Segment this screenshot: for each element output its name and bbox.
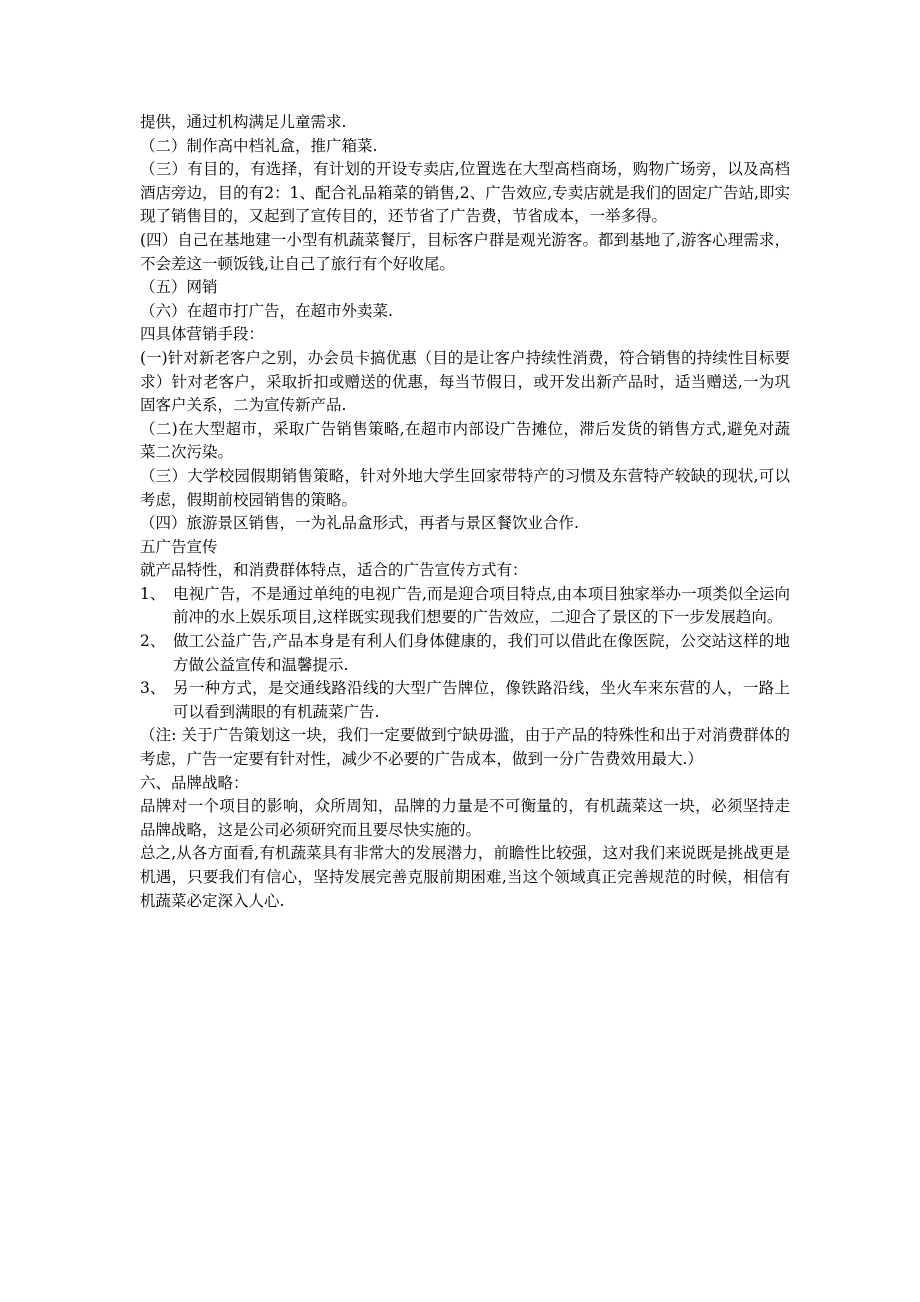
list-item bbox=[140, 677, 790, 724]
list-item bbox=[140, 630, 790, 677]
paragraph: （六）在超市打广告，在超市外卖菜. bbox=[140, 301, 393, 320]
paragraph: （二）制作高中档礼盒，推广箱菜. bbox=[140, 136, 378, 155]
list-number: 3、 bbox=[140, 679, 166, 698]
paragraph: （五）网销 bbox=[140, 278, 218, 297]
paragraph: 品牌对一个项目的影响，众所周知，品牌的力量是不可衡量的，有机蔬菜这一块，必须坚持走品牌战略，这是公司必须研究而且要尽快实施的。 bbox=[140, 797, 790, 839]
section-heading: 四具体营销手段： bbox=[140, 325, 265, 344]
paragraph: （二)在大型超市，采取广告销售策略,在超市内部设广告摊位，滞后发货的销售方式,避免对蔬菜二次污染。 bbox=[140, 419, 790, 462]
paragraph: 就产品特性，和消费群体特点，适合的广告宣传方式有： bbox=[140, 561, 528, 580]
list-number: 1、 bbox=[140, 584, 166, 603]
paragraph: 总之,从各方面看,有机蔬菜具有非常大的发展潜力，前瞻性比较强，这对我们来说既是挑战更是机遇，只要我们有信心，坚持发展完善克服前期困难,当这个领域真正完善规范的时候，相信有机蔬菜必定深入人心. bbox=[140, 844, 790, 910]
note-paragraph: （注: 关于广告策划这一块，我们一定要做到宁缺毋滥，由于产品的特殊性和出于对消费群体的考虑，广告一定要有针对性，减少不必要的广告成本，做到一分广告费效用最大.） bbox=[140, 726, 790, 769]
list-text: 另一种方式，是交通线路沿线的大型广告牌位，像铁路沿线，坐火车来东营的人，一路上可以看到满眼的有机蔬菜广告. bbox=[173, 679, 790, 721]
list-item bbox=[140, 583, 790, 630]
section-heading: 六、品牌战略： bbox=[140, 773, 249, 792]
paragraph: （四）旅游景区销售，一为礼品盒形式，再者与景区餐饮业合作. bbox=[140, 514, 579, 533]
list-number: 2、 bbox=[140, 632, 166, 651]
list-text: 电视广告，不是通过单纯的电视广告,而是迎合项目特点,由本项目独家举办一项类似全运向前冲的水上娱乐项目,这样既实现我们想要的广告效应，二迎合了景区的下一步发展趋向。 bbox=[173, 584, 790, 627]
document-body bbox=[140, 111, 790, 913]
paragraph: （三）有目的，有选择，有计划的开设专卖店,位置选在大型高档商场，购物广场旁，以及高档酒店旁边，目的有2：1、配合礼品箱菜的销售,2、广告效应,专卖店就是我们的固定广告站,即实现了销售目的，又起到了宣传目的，还节省了广告费，节省成本，一举多得。 bbox=[140, 160, 790, 226]
paragraph: （三）大学校园假期销售策略，针对外地大学生回家带特产的习惯及东营特产较缺的现状,可以考虑，假期前校园销售的策略。 bbox=[140, 466, 790, 509]
paragraph: (四）自己在基地建一小型有机蔬菜餐厅，目标客户群是观光游客。都到基地了,游客心理需求，不会差这一顿饭钱,让自己了旅行有个好收尾。 bbox=[140, 230, 790, 273]
paragraph: (一)针对新老客户之别，办会员卡搞优惠（目的是让客户持续性消费，符合销售的持续性目标要求）针对老客户，采取折扣或赠送的优惠，每当节假日，或开发出新产品时，适当赠送,一为巩固客户关系，二为宣传新产品. bbox=[140, 348, 790, 415]
section-heading: 五广告宣传 bbox=[140, 537, 218, 556]
paragraph: 提供，通过机构满足儿童需求. bbox=[140, 113, 347, 131]
list-text: 做工公益广告,产品本身是有利人们身体健康的，我们可以借此在像医院，公交站这样的地方做公益宣传和温馨提示. bbox=[173, 632, 790, 674]
